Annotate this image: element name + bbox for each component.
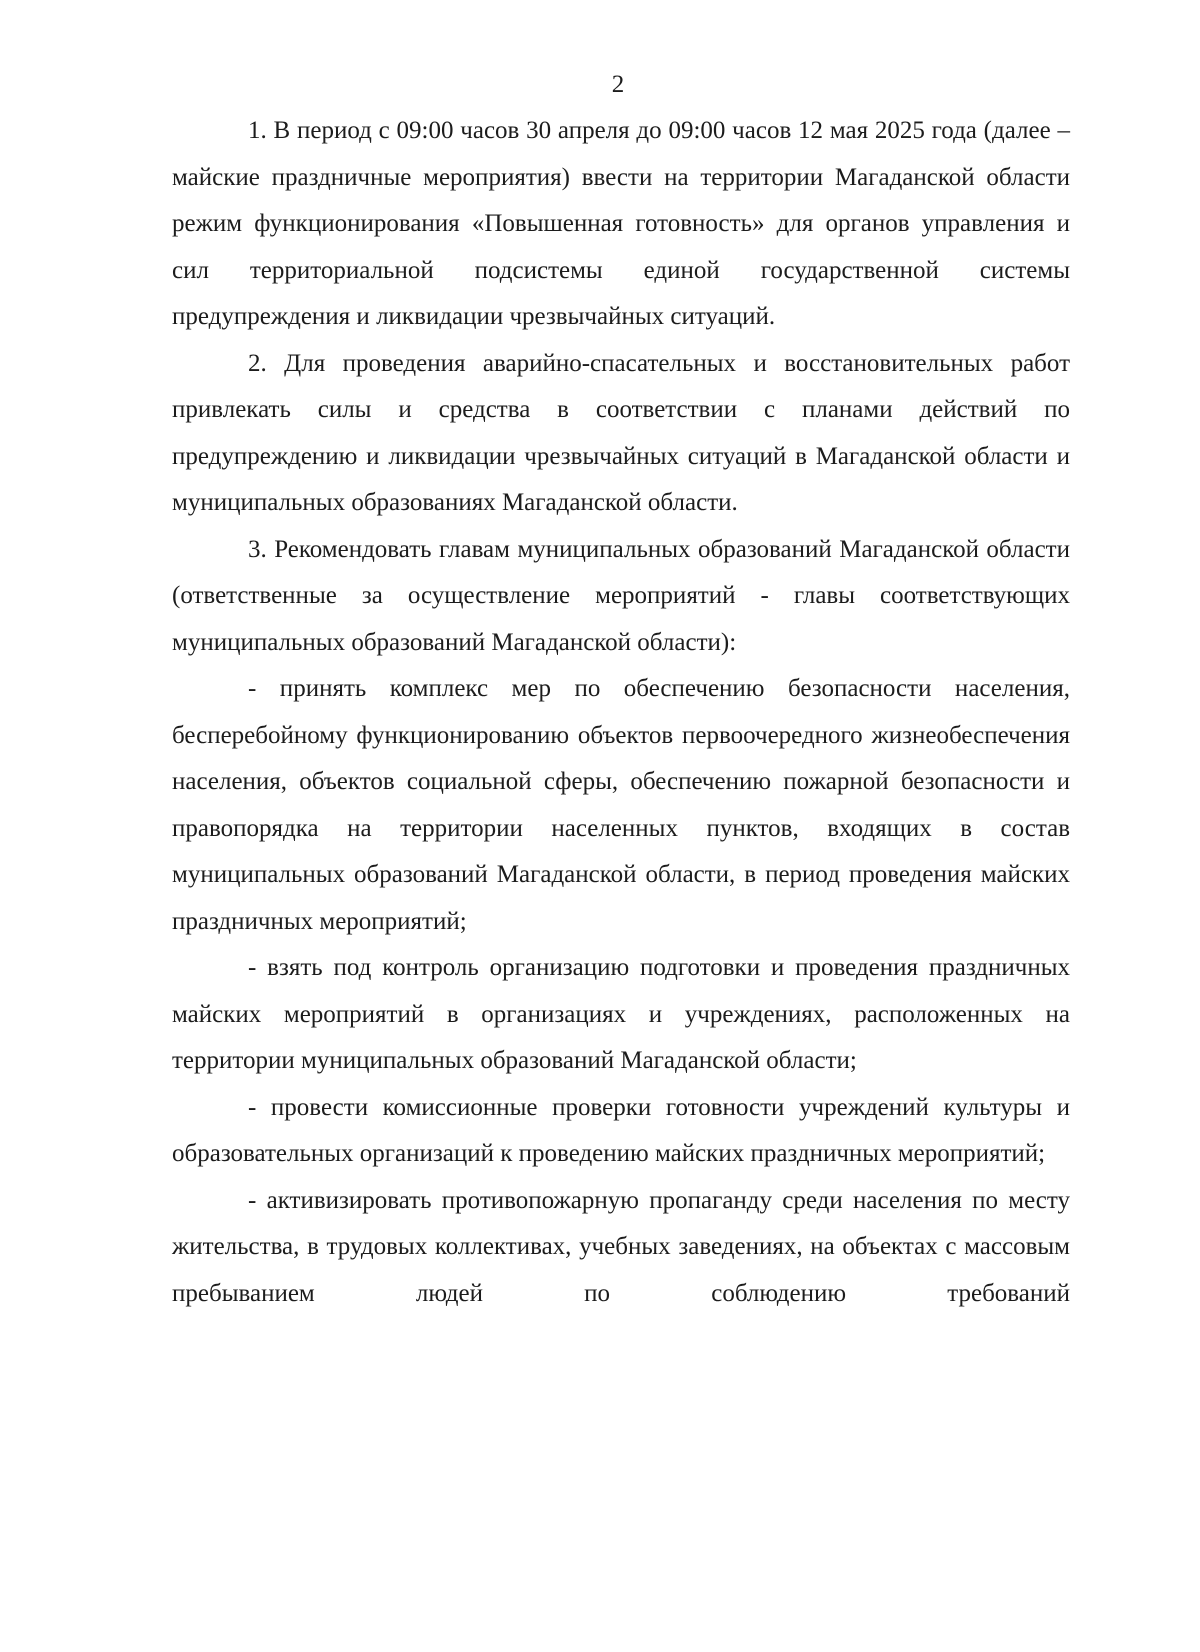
paragraph-1: 1. В период с 09:00 часов 30 апреля до 09:00 часов 12 мая 2025 года (далее – майские праздничные мероприятия) ввести на территории Магаданской области режим функционирования «Повышенная готовность» для органов управления и сил территориальной подсистемы единой государственной системы предупреждения и ликвидации чрезвычайных ситуаций.	[172, 117, 1070, 330]
paragraph-3: 3. Рекомендовать главам муниципальных образований Магаданской области (ответственные за осуществление мероприятий - главы соответствующих муниципальных образований Магаданской области):	[172, 535, 1070, 656]
list-item-4: - активизировать противопожарную пропаганду среди населения по месту жительства, в трудовых коллективах, учебных заведениях, на объектах с массовым пребыванием людей по соблюдению требований	[172, 1186, 1070, 1307]
list-item-1: - принять комплекс мер по обеспечению безопасности населения, бесперебойному функционированию объектов первоочередного жизнеобеспечения населения, объектов социальной сферы, обеспечению пожарной безопасности и правопорядка на территории населенных пунктов, входящих в состав муниципальных образований Магаданской области, в период проведения майских праздничных мероприятий;	[172, 675, 1070, 935]
list-item-2: - взять под контроль организацию подготовки и проведения праздничных майских мероприятий в организациях и учреждениях, расположенных на территории муниципальных образований Магаданской области;	[172, 954, 1070, 1074]
paragraph-2: 2. Для проведения аварийно-спасательных и восстановительных работ привлекать силы и средства в соответствии с планами действий по предупреждению и ликвидации чрезвычайных ситуаций в Магаданской области и муниципальных образованиях Магаданской области.	[172, 349, 1070, 516]
document-body	[172, 108, 1070, 1317]
list-item-3: - провести комиссионные проверки готовности учреждений культуры и образовательных организаций к проведению майских праздничных мероприятий;	[172, 1093, 1070, 1167]
page-number: 2	[611, 71, 625, 98]
